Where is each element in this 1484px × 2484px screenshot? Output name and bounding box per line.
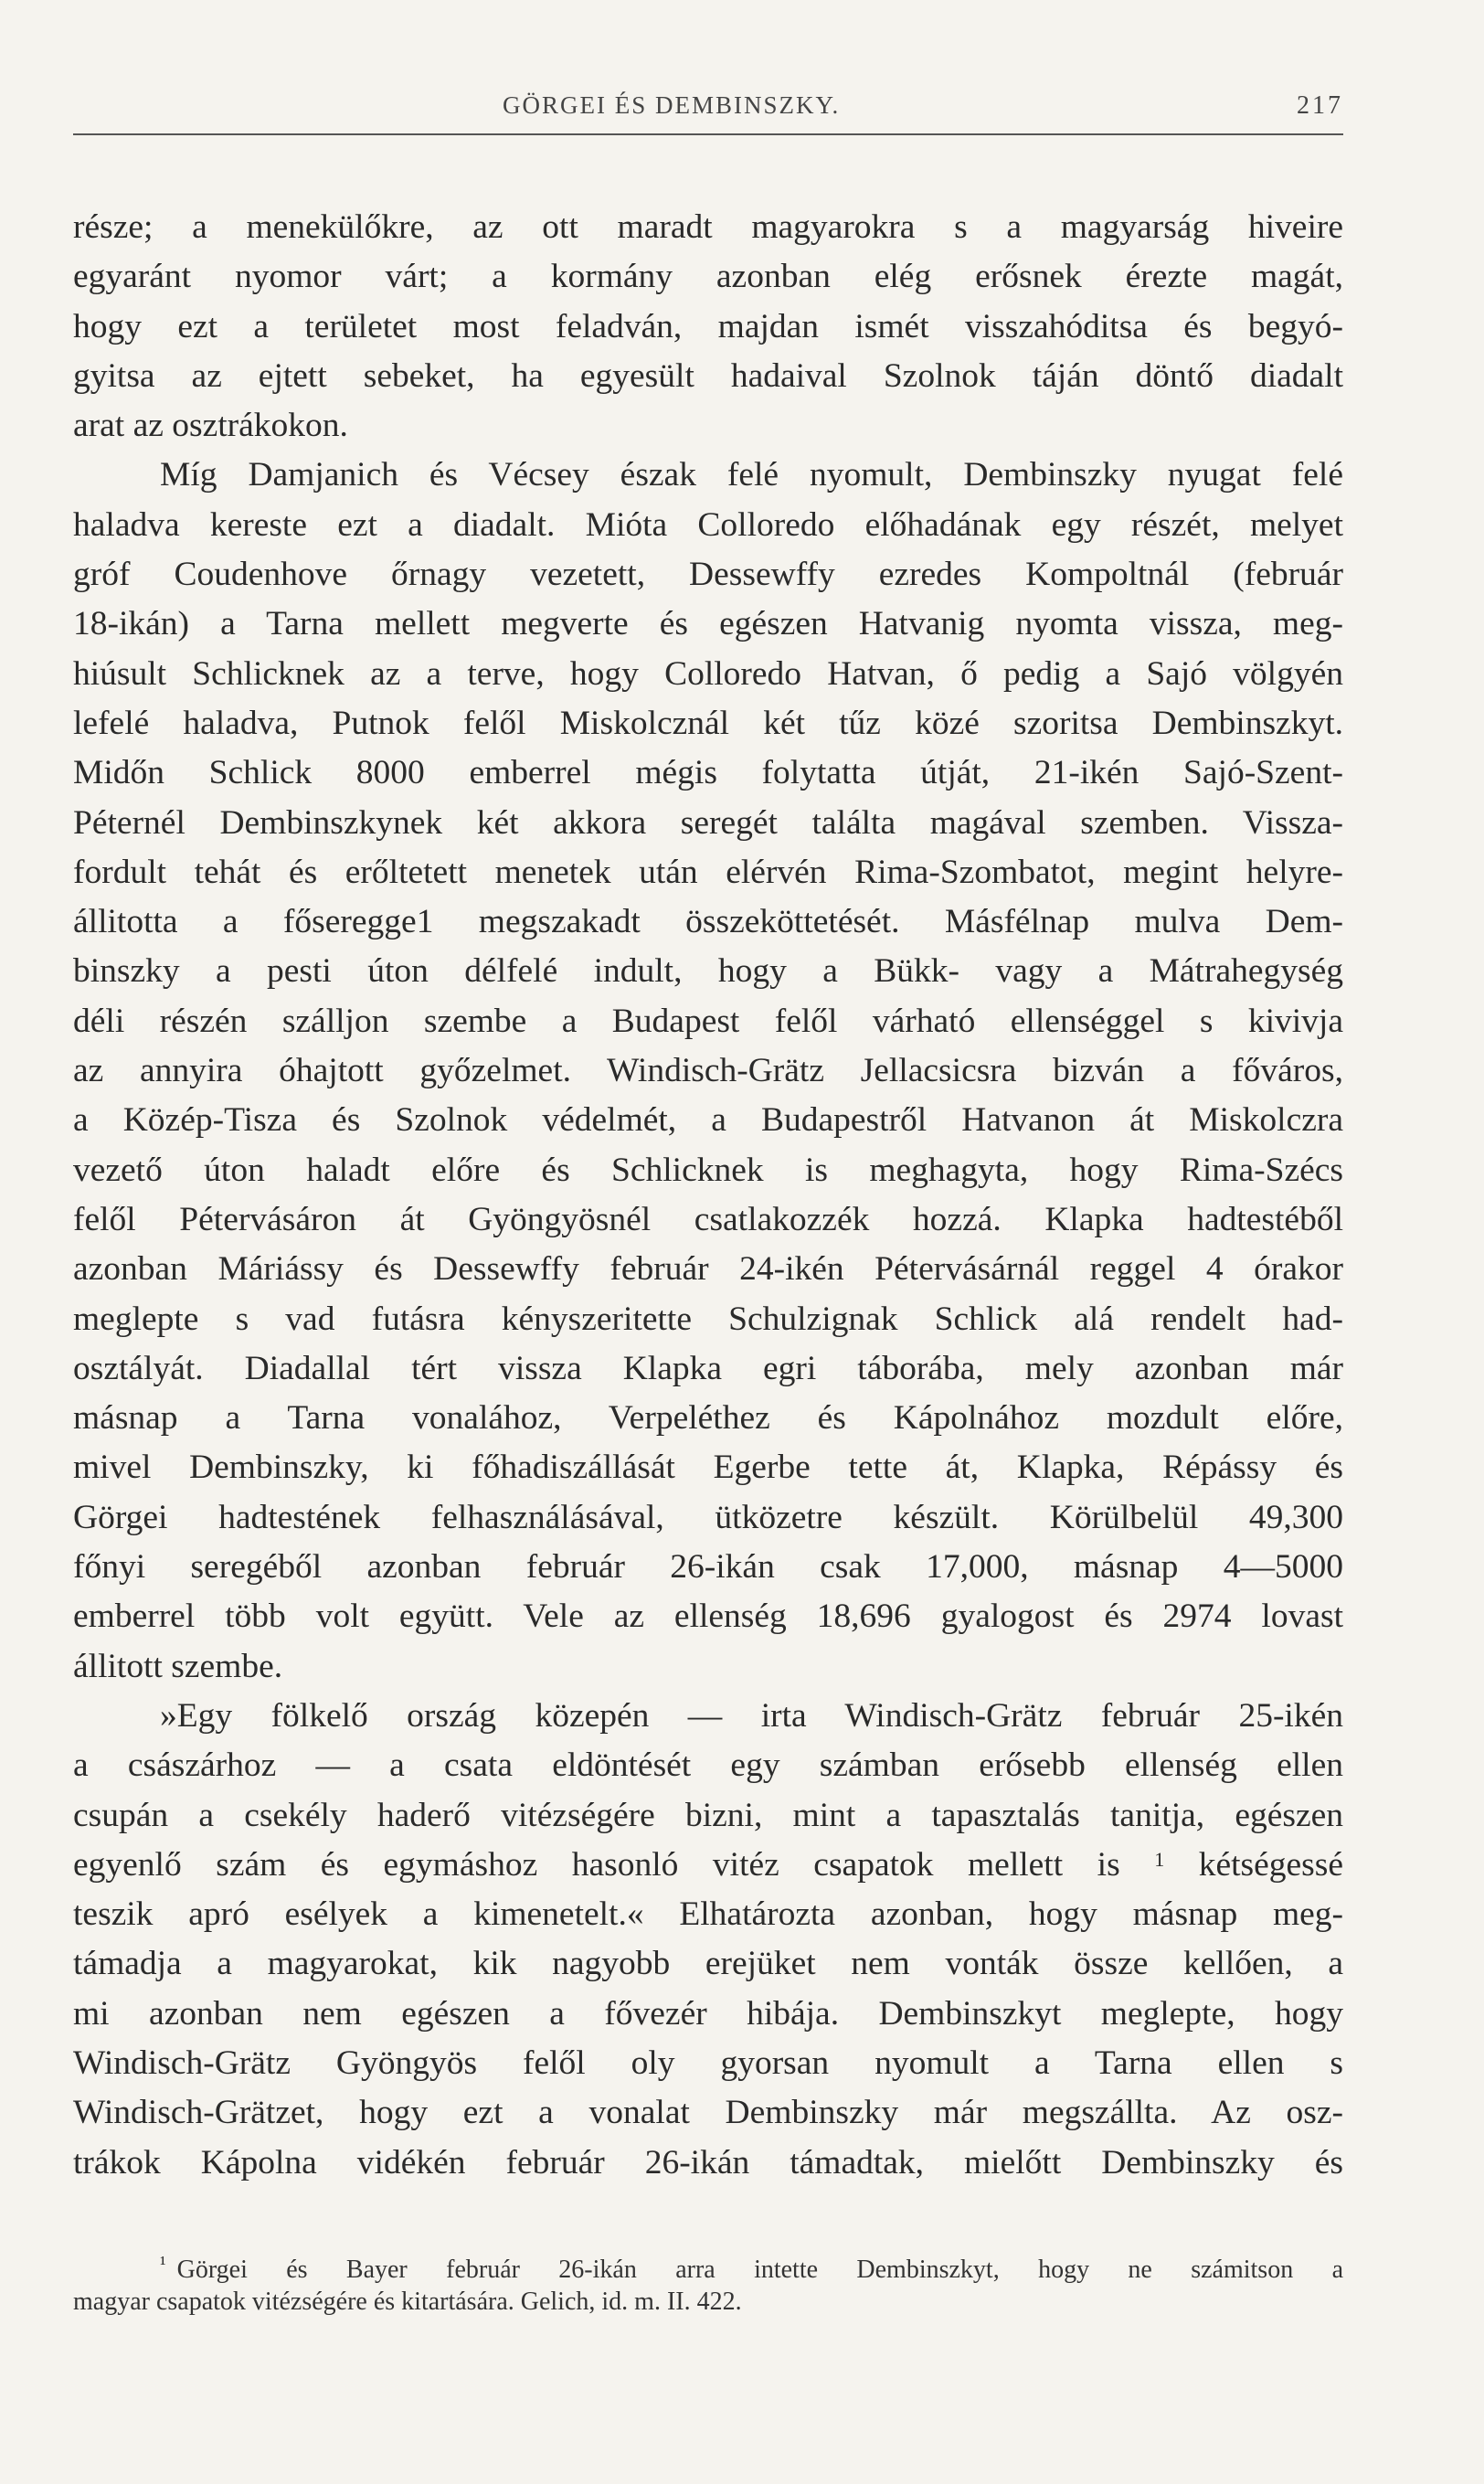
page-header — [73, 91, 1343, 128]
header-rule — [73, 133, 1343, 135]
text-line: mivel Dembinszky, ki főhadiszállását Egerbe tette át, Klapka, Répássy és — [73, 1449, 1343, 1487]
text-line: a császárhoz — a csata eldöntését egy számban erősebb ellenség ellen — [73, 1746, 1343, 1785]
text-line: mi azonban nem egészen a fővezér hibája. Dembinszkyt meglepte, hogy — [73, 1994, 1343, 2033]
text-line: támadja a magyarokat, kik nagyobb erejüket nem vonták össze kellően, a — [73, 1945, 1343, 1983]
text-line: hogy ezt a területet most feladván, majdan ismét visszahóditsa és begyó- — [73, 307, 1343, 345]
text-line-head: egyenlő szám és egymáshoz hasonló vitéz csapatok mellett is — [73, 1845, 1120, 1884]
page-number: 217 — [1297, 91, 1343, 120]
text-line: egyaránt nyomor várt; a kormány azonban elég erősnek érezte magát, — [73, 258, 1343, 296]
text-line: déli részén szálljon szembe a Budapest felől várható ellenséggel s kivivja — [73, 1002, 1343, 1040]
text-line: Midőn Schlick 8000 emberrel mégis folytatta útját, 21-ikén Sajó-Szent- — [73, 754, 1343, 792]
text-line-tail: kétségessé — [1198, 1845, 1343, 1884]
text-line: osztályát. Diadallal tért vissza Klapka egri táborába, mely azonban már — [73, 1349, 1343, 1387]
text-line: csupán a csekély haderő vitézségére bizni, mint a tapasztalás tanitja, egészen — [73, 1796, 1343, 1834]
text-line-with-footnote — [73, 1841, 1343, 1890]
text-line: felől Pétervásáron át Gyöngyösnél csatlakozzék hozzá. Klapka hadtestéből — [73, 1200, 1343, 1238]
text-line: emberrel több volt együtt. Vele az ellenség 18,696 gyalogost és 2974 lovast — [73, 1598, 1343, 1636]
text-line: a Közép-Tisza és Szolnok védelmét, a Budapestről Hatvanon át Miskolczra — [73, 1101, 1343, 1140]
text-line: 18-ikán) a Tarna mellett megverte és egészen Hatvanig nyomta vissza, meg- — [73, 605, 1343, 643]
text-line: Görgei hadtestének felhasználásával, ütközetre készült. Körülbelül 49,300 — [73, 1498, 1343, 1536]
body-text — [73, 203, 1343, 2188]
footnotes — [73, 2245, 1343, 2321]
text-line: állitott szembe. — [73, 1647, 283, 1685]
text-line: Míg Damjanich és Vécsey észak felé nyomult, Dembinszky nyugat felé — [160, 456, 1343, 494]
text-line: fordult tehát és erőltetett menetek után elérvén Rima-Szombatot, megint helyre- — [73, 853, 1343, 891]
footnote-line — [73, 2245, 1343, 2283]
text-line: arat az osztrákokon. — [73, 407, 348, 445]
footnote-marker: 1 — [1154, 1847, 1165, 1871]
text-line: része; a menekülőkre, az ott maradt magyarokra s a magyarság hiveire — [73, 208, 1343, 246]
text-line: másnap a Tarna vonalához, Verpeléthez és Kápolnához mozdult előre, — [73, 1399, 1343, 1438]
text-line: az annyira óhajtott győzelmet. Windisch-Grätz Jellacsicsra bizván a főváros, — [73, 1052, 1343, 1090]
text-line: vezető úton haladt előre és Schlicknek is meghagyta, hogy Rima-Szécs — [73, 1151, 1343, 1189]
text-line: meglepte s vad futásra kényszeritette Schulzignak Schlick alá rendelt had- — [73, 1300, 1343, 1338]
text-line: azonban Máriássy és Dessewffy február 24-ikén Pétervásárnál reggel 4 órakor — [73, 1250, 1343, 1289]
footnote-number: ¹ — [160, 2252, 166, 2275]
text-line: haladva kereste ezt a diadalt. Mióta Colloredo előhadának egy részét, melyet — [73, 505, 1343, 544]
text-line: Windisch-Grätz Gyöngyös felől oly gyorsan nyomult a Tarna ellen s — [73, 2043, 1343, 2082]
footnote-text: Görgei és Bayer február 26-ikán arra intette Dembinszkyt, hogy ne számitson a — [176, 2256, 1343, 2284]
text-line: Péternél Dembinszkynek két akkora seregét találta magával szemben. Vissza- — [73, 803, 1343, 842]
text-line: gyitsa az ejtett sebeket, ha egyesült hadaival Szolnok táján döntő diadalt — [73, 356, 1343, 395]
footnote-line: magyar csapatok vitézségére és kitartására. Gelich, id. m. II. 422. — [73, 2288, 742, 2316]
text-line: gróf Coudenhove őrnagy vezetett, Dessewffy ezredes Kompoltnál (február — [73, 556, 1343, 594]
text-line: állitotta a főseregge1 megszakadt összeköttetését. Másfélnap mulva Dem- — [73, 903, 1343, 941]
text-line: főnyi seregéből azonban február 26-ikán csak 17,000, másnap 4—5000 — [73, 1548, 1343, 1587]
text-line: binszky a pesti úton délfelé indult, hogy a Bükk- vagy a Mátrahegység — [73, 952, 1343, 991]
text-line: trákok Kápolna vidékén február 26-ikán támadtak, mielőtt Dembinszky és — [73, 2143, 1343, 2181]
text-line: hiúsult Schlicknek az a terve, hogy Colloredo Hatvan, ő pedig a Sajó völgyén — [73, 654, 1343, 693]
text-line: »Egy fölkelő ország közepén — irta Windisch-Grätz február 25-ikén — [160, 1696, 1343, 1735]
text-line: Windisch-Grätzet, hogy ezt a vonalat Dembinszky már megszállta. Az osz- — [73, 2094, 1343, 2132]
text-line: teszik apró esélyek a kimenetelt.« Elhatározta azonban, hogy másnap meg- — [73, 1895, 1343, 1934]
running-title: GÖRGEI ÉS DEMBINSZKY. — [503, 91, 841, 119]
text-line: lefelé haladva, Putnok felől Miskolcznál két tűz közé szoritsa Dembinszkyt. — [73, 704, 1343, 742]
